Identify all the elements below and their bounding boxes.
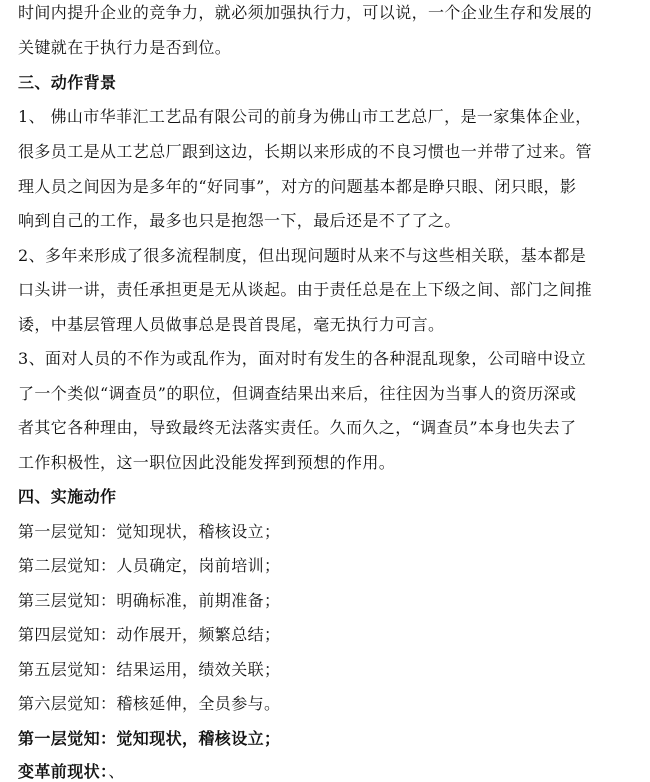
level-item-2: 第二层觉知：人员确定，岗前培训； bbox=[18, 556, 281, 575]
intro-line-1: 时间内提升企业的竞争力，就必须加强执行力，可以说，一个企业生存和发展的 bbox=[18, 3, 593, 22]
section-3-paragraph-2-line-1: 2、多年来形成了很多流程制度，但出现问题时从来不与这些相关联，基本都是 bbox=[18, 246, 587, 265]
section-3-paragraph-1-line-1: 1、 佛山市华菲汇工艺品有限公司的前身为佛山市工艺总厂，是一家集体企业， bbox=[18, 107, 592, 126]
level-item-3: 第三层觉知：明确标准，前期准备； bbox=[18, 591, 281, 610]
section-3-heading: 三、动作背景 bbox=[18, 73, 117, 92]
section-3-paragraph-1-line-4: 响到自己的工作，最多也只是抱怨一下，最后还是不了了之。 bbox=[18, 211, 461, 230]
section-3-paragraph-3-line-4: 工作积极性，这一职位因此没能发挥到预想的作用。 bbox=[18, 453, 396, 472]
section-3-paragraph-2-line-3: 诿，中基层管理人员做事总是畏首畏尾，毫无执行力可言。 bbox=[18, 315, 445, 334]
section-3-paragraph-2-line-2: 口头讲一讲，责任承担更是无从谈起。由于责任总是在上下级之间、部门之间推 bbox=[18, 280, 593, 299]
section-3-paragraph-3-line-2: 了一个类似“调查员”的职位，但调查结果出来后，往往因为当事人的资历深或 bbox=[18, 384, 577, 403]
section-3-paragraph-1-line-2: 很多员工是从工艺总厂跟到这边，长期以来形成的不良习惯也一并带了过来。管 bbox=[18, 142, 593, 161]
level-item-4: 第四层觉知：动作展开，频繁总结； bbox=[18, 625, 281, 644]
section-3-paragraph-1-line-3: 理人员之间因为是多年的“好同事”，对方的问题基本都是睁只眼、闭只眼，影 bbox=[18, 177, 577, 196]
intro-line-2: 关键就在于执行力是否到位。 bbox=[18, 38, 232, 57]
level-1-subheading: 第一层觉知：觉知现状，稽核设立； bbox=[18, 729, 281, 748]
level-item-1: 第一层觉知：觉知现状，稽核设立； bbox=[18, 522, 281, 541]
section-4-heading: 四、实施动作 bbox=[18, 487, 117, 506]
status-line bbox=[18, 762, 125, 782]
section-3-paragraph-3-line-1: 3、面对人员的不作为或乱作为，面对时有发生的各种混乱现象，公司暗中设立 bbox=[18, 349, 587, 368]
status-text: 、 bbox=[108, 762, 125, 781]
level-item-5: 第五层觉知：结果运用，绩效关联； bbox=[18, 660, 281, 679]
status-label: 变革前现状： bbox=[18, 762, 109, 781]
section-3-paragraph-3-line-3: 者其它各种理由，导致最终无法落实责任。久而久之，“调查员”本身也失去了 bbox=[18, 418, 577, 437]
level-item-6: 第六层觉知：稽核延伸，全员参与。 bbox=[18, 694, 281, 713]
